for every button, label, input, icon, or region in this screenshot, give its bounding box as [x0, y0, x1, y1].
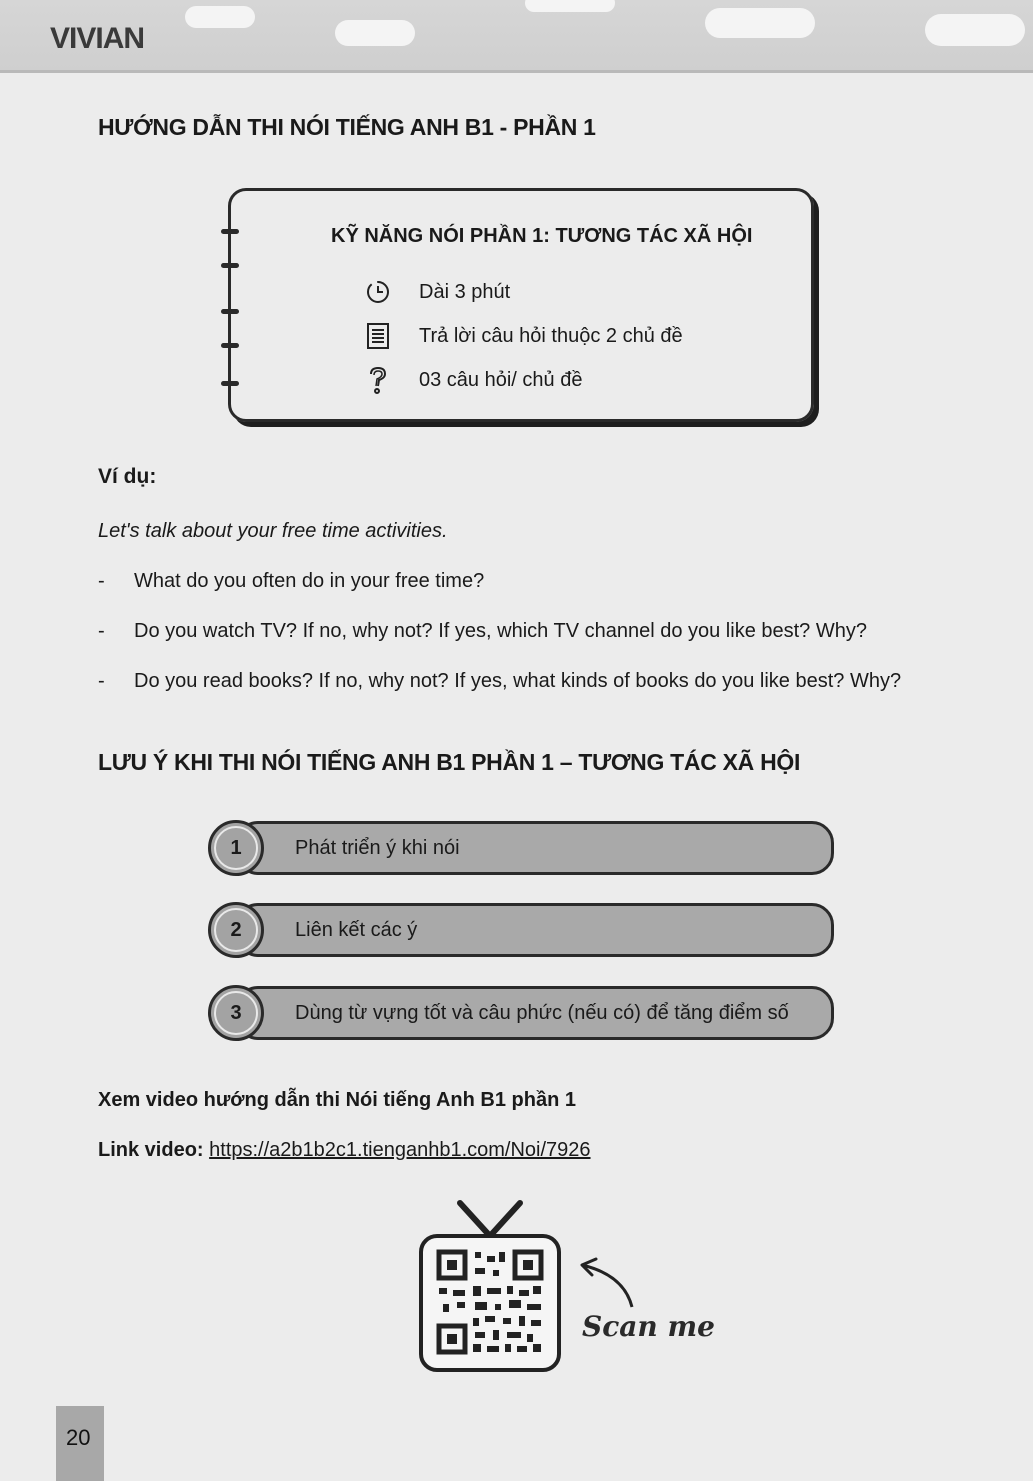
binder-ring: [221, 229, 239, 234]
box-item-text: Dài 3 phút: [419, 280, 511, 303]
tip-bar: [236, 986, 834, 1040]
page-title: HƯỚNG DẪN THI NÓI TIẾNG ANH B1 - PHẦN 1: [98, 114, 596, 140]
binder-ring: [221, 263, 239, 268]
question-item: - Do you watch TV? If no, why not? If yes, which TV channel do you like best? Why?: [98, 620, 867, 642]
example-intro: Let's talk about your free time activities.: [98, 520, 448, 542]
video-link-row: [98, 1139, 591, 1162]
qr-code[interactable]: [419, 1234, 561, 1372]
box-item-text: 03 câu hỏi/ chủ đề: [419, 368, 583, 391]
document-icon: [361, 319, 395, 353]
box-item-text: Trả lời câu hỏi thuộc 2 chủ đề: [419, 324, 683, 347]
scan-me-caption: Scan me: [582, 1310, 715, 1343]
question-text: What do you often do in your free time?: [134, 570, 485, 592]
arrow-icon: [574, 1255, 644, 1315]
question-item: - Do you read books? If no, why not? If yes, what kinds of books do you like best? Why?: [98, 670, 902, 692]
question-text: Do you read books? If no, why not? If yes, what kinds of books do you like best? Why?: [134, 670, 902, 692]
video-link[interactable]: https://a2b1b2c1.tienganhb1.com/Noi/7926: [209, 1139, 591, 1161]
tip-text: Phát triển ý khi nói: [295, 837, 460, 859]
tip-bar: [236, 903, 834, 957]
tip-text: Dùng từ vựng tốt và câu phức (nếu có) để tăng điểm số: [295, 1002, 789, 1024]
page-number: 20: [66, 1425, 91, 1450]
question-item: - What do you often do in your free time?: [98, 570, 485, 592]
example-label: Ví dụ:: [98, 465, 157, 488]
tip-number: 1: [208, 820, 264, 876]
cloud-decoration: [705, 8, 815, 38]
cloud-decoration: [925, 14, 1025, 46]
tip-number: 3: [208, 985, 264, 1041]
video-title: Xem video hướng dẫn thi Nói tiếng Anh B1 phần 1: [98, 1089, 576, 1111]
skill-info-box: [228, 188, 814, 422]
question-text: Do you watch TV? If no, why not? If yes, which TV channel do you like best? Why?: [134, 620, 867, 642]
binder-ring: [221, 309, 239, 314]
page-header: [0, 0, 1033, 73]
question-icon: [361, 363, 395, 397]
tip-text: Liên kết các ý: [295, 919, 418, 941]
tip-bar: [236, 821, 834, 875]
qr-code-icon: [423, 1238, 557, 1368]
tip-number: 2: [208, 902, 264, 958]
video-link-label: Link video:: [98, 1139, 204, 1161]
box-item: [361, 363, 582, 397]
brand-logo: VIVIAN: [50, 22, 145, 55]
notes-title: LƯU Ý KHI THI NÓI TIẾNG ANH B1 PHẦN 1 – TƯƠNG TÁC XÃ HỘI: [98, 749, 801, 775]
binder-ring: [221, 381, 239, 386]
box-title: KỸ NĂNG NÓI PHẦN 1: TƯƠNG TÁC XÃ HỘI: [331, 225, 753, 247]
box-item: [361, 275, 510, 309]
cloud-decoration: [525, 0, 615, 12]
box-item: [361, 319, 683, 353]
clock-icon: [361, 275, 395, 309]
binder-ring: [221, 343, 239, 348]
cloud-decoration: [335, 20, 415, 46]
cloud-decoration: [185, 6, 255, 28]
